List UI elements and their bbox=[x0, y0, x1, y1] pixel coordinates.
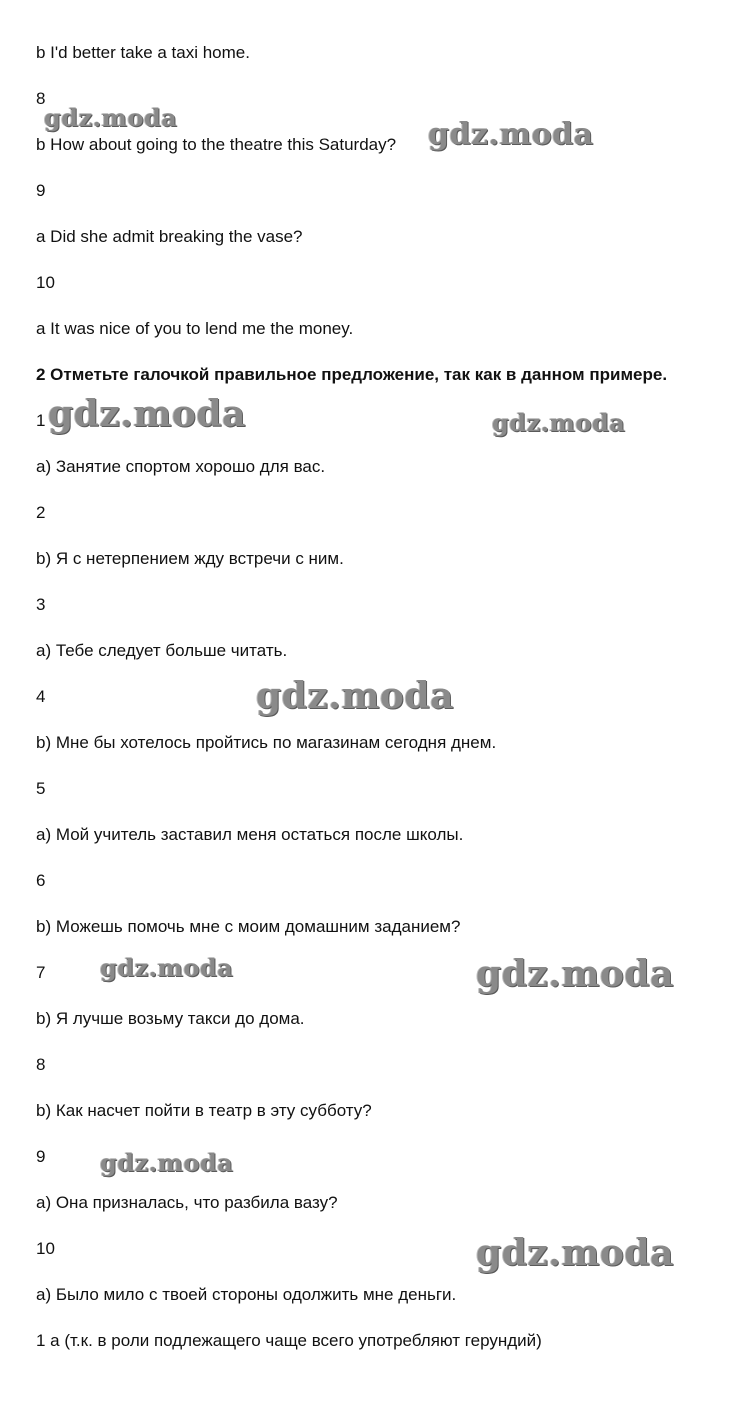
item-number: 8 bbox=[36, 89, 46, 108]
item-number: 4 bbox=[36, 687, 46, 706]
item-number: 10 bbox=[36, 1239, 55, 1258]
answer-line: a) Занятие спортом хорошо для вас. bbox=[36, 457, 326, 476]
answer-line: a) Мой учитель заставил меня остаться после школы. bbox=[36, 825, 464, 844]
item-number: 3 bbox=[36, 595, 46, 614]
item-number: 5 bbox=[36, 779, 46, 798]
answer-line: a Did she admit breaking the vase? bbox=[36, 227, 303, 246]
section-heading: 2 Отметьте галочкой правильное предложение, так как в данном примере. bbox=[36, 365, 668, 384]
answer-line: a) Она призналась, что разбила вазу? bbox=[36, 1193, 338, 1212]
watermark-logo: gdz.moda bbox=[48, 393, 246, 435]
answer-line: a It was nice of you to lend me the money. bbox=[36, 319, 354, 338]
item-number: 8 bbox=[36, 1055, 46, 1074]
answer-line: b) Мне бы хотелось пройтись по магазинам сегодня днем. bbox=[36, 733, 497, 752]
answer-line: a) Тебе следует больше читать. bbox=[36, 641, 288, 660]
answer-line: b) Я лучше возьму такси до дома. bbox=[36, 1009, 305, 1028]
item-number: 1 bbox=[36, 411, 46, 430]
answer-note: 1 a (т.к. в роли подлежащего чаще всего употребляют герундий) bbox=[36, 1331, 542, 1350]
answer-line: b) Как насчет пойти в театр в эту субботу? bbox=[36, 1101, 372, 1120]
answer-line: a) Было мило с твоей стороны одолжить мне деньги. bbox=[36, 1285, 457, 1304]
answer-line: b) Я с нетерпением жду встречи с ним. bbox=[36, 549, 344, 568]
answer-line: b How about going to the theatre this Saturday? bbox=[36, 135, 397, 154]
answer-line: b) Можешь помочь мне с моим домашним заданием? bbox=[36, 917, 461, 936]
item-number: 2 bbox=[36, 503, 46, 522]
watermark-logo: gdz.moda bbox=[100, 953, 234, 982]
watermark-logo: gdz.moda bbox=[476, 953, 674, 995]
watermark-logo: gdz.moda bbox=[44, 103, 178, 132]
watermark-logo: gdz.moda bbox=[492, 408, 626, 437]
item-number: 10 bbox=[36, 273, 55, 292]
answer-line: b I'd better take a taxi home. bbox=[36, 43, 250, 62]
item-number: 9 bbox=[36, 1147, 46, 1166]
item-number: 7 bbox=[36, 963, 46, 982]
watermark-logo: gdz.moda bbox=[100, 1148, 234, 1177]
watermark-logo: gdz.moda bbox=[256, 675, 454, 717]
item-number: 9 bbox=[36, 181, 46, 200]
item-number: 6 bbox=[36, 871, 46, 890]
watermark-logo: gdz.moda bbox=[476, 1232, 674, 1274]
watermark-logo: gdz.moda bbox=[428, 117, 594, 152]
